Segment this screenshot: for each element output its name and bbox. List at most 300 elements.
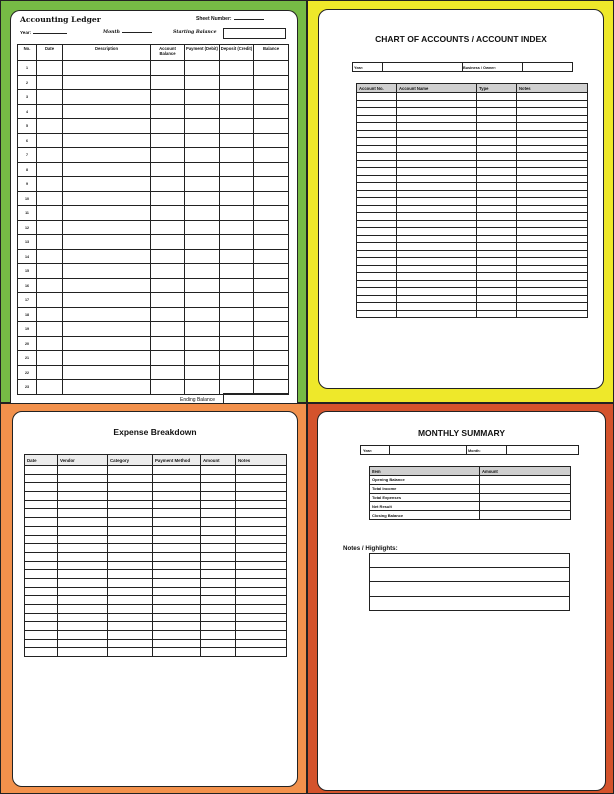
ledger-cell[interactable] [185,264,220,279]
coa-cell[interactable] [397,280,477,288]
ledger-cell[interactable] [185,278,220,293]
expense-cell[interactable] [108,605,153,614]
ledger-cell[interactable] [63,75,151,90]
coa-cell[interactable] [357,108,397,116]
expense-cell[interactable] [58,587,108,596]
expense-cell[interactable] [58,648,108,657]
expense-cell[interactable] [236,596,287,605]
expense-cell[interactable] [153,631,201,640]
expense-cell[interactable] [236,492,287,501]
ledger-cell[interactable] [254,264,289,279]
coa-cell[interactable] [357,138,397,146]
sheet-number-line[interactable] [234,19,264,20]
expense-cell[interactable] [25,474,58,483]
coa-cell[interactable] [397,198,477,206]
ledger-cell[interactable] [151,380,185,395]
expense-cell[interactable] [108,587,153,596]
coa-cell[interactable] [517,145,588,153]
coa-cell[interactable] [357,153,397,161]
expense-cell[interactable] [153,570,201,579]
coa-cell[interactable] [517,243,588,251]
coa-cell[interactable] [357,198,397,206]
ledger-cell[interactable] [220,61,254,76]
coa-cell[interactable] [477,100,517,108]
expense-cell[interactable] [153,466,201,475]
ledger-cell[interactable] [185,119,220,134]
ledger-cell[interactable] [185,307,220,322]
coa-cell[interactable] [477,183,517,191]
expense-cell[interactable] [58,561,108,570]
ledger-cell[interactable] [63,278,151,293]
coa-cell[interactable] [517,115,588,123]
expense-cell[interactable] [108,613,153,622]
coa-cell[interactable] [397,123,477,131]
expense-cell[interactable] [236,570,287,579]
ledger-cell[interactable] [220,119,254,134]
ledger-cell[interactable] [63,249,151,264]
ledger-cell[interactable] [37,249,63,264]
ledger-cell[interactable] [254,336,289,351]
coa-cell[interactable] [357,168,397,176]
ledger-cell[interactable] [63,191,151,206]
ledger-cell[interactable] [185,365,220,380]
ledger-cell[interactable] [151,206,185,221]
coa-cell[interactable] [477,310,517,318]
coa-cell[interactable] [357,130,397,138]
ledger-cell[interactable] [63,293,151,308]
expense-cell[interactable] [201,613,236,622]
ledger-cell[interactable] [63,133,151,148]
summary-amount-cell[interactable] [480,511,571,520]
ledger-cell[interactable] [151,191,185,206]
ledger-cell[interactable] [37,90,63,105]
expense-cell[interactable] [236,605,287,614]
expense-cell[interactable] [201,500,236,509]
summary-amount-cell[interactable] [480,476,571,485]
coa-cell[interactable] [357,273,397,281]
coa-cell[interactable] [477,288,517,296]
ledger-cell[interactable] [254,278,289,293]
ledger-cell[interactable] [220,104,254,119]
ledger-cell[interactable] [220,133,254,148]
coa-cell[interactable] [477,273,517,281]
coa-cell[interactable] [517,175,588,183]
month-field[interactable] [103,30,152,35]
month-line[interactable] [122,32,152,33]
expense-cell[interactable] [201,587,236,596]
ledger-cell[interactable] [185,177,220,192]
expense-cell[interactable] [108,483,153,492]
coa-cell[interactable] [397,100,477,108]
coa-cell[interactable] [357,175,397,183]
expense-cell[interactable] [25,466,58,475]
ledger-cell[interactable] [151,119,185,134]
coa-cell[interactable] [517,220,588,228]
expense-cell[interactable] [58,578,108,587]
expense-cell[interactable] [58,596,108,605]
ledger-cell[interactable] [254,380,289,395]
expense-cell[interactable] [108,492,153,501]
ledger-cell[interactable] [254,365,289,380]
coa-cell[interactable] [517,100,588,108]
expense-cell[interactable] [236,639,287,648]
year-field[interactable] [20,30,67,35]
ledger-cell[interactable] [151,249,185,264]
expense-cell[interactable] [108,544,153,553]
expense-cell[interactable] [236,552,287,561]
coa-cell[interactable] [397,273,477,281]
summary-amount-cell[interactable] [480,484,571,493]
coa-cell[interactable] [357,288,397,296]
expense-cell[interactable] [201,631,236,640]
expense-cell[interactable] [58,605,108,614]
expense-cell[interactable] [153,613,201,622]
ledger-cell[interactable] [63,177,151,192]
expense-cell[interactable] [25,500,58,509]
expense-cell[interactable] [58,518,108,527]
expense-cell[interactable] [153,509,201,518]
coa-cell[interactable] [397,160,477,168]
coa-cell[interactable] [357,93,397,101]
coa-cell[interactable] [357,160,397,168]
ledger-cell[interactable] [185,322,220,337]
ledger-cell[interactable] [37,162,63,177]
expense-cell[interactable] [153,578,201,587]
expense-cell[interactable] [25,605,58,614]
expense-cell[interactable] [201,492,236,501]
coa-cell[interactable] [397,115,477,123]
coa-cell[interactable] [477,108,517,116]
coa-cell[interactable] [357,190,397,198]
coa-cell[interactable] [397,138,477,146]
ledger-cell[interactable] [254,293,289,308]
expense-cell[interactable] [201,570,236,579]
year-line[interactable] [33,33,67,34]
ledger-cell[interactable] [151,177,185,192]
expense-cell[interactable] [108,535,153,544]
expense-cell[interactable] [236,587,287,596]
expense-cell[interactable] [153,639,201,648]
ledger-cell[interactable] [185,104,220,119]
ledger-cell[interactable] [151,365,185,380]
expense-cell[interactable] [236,509,287,518]
ledger-cell[interactable] [37,365,63,380]
expense-cell[interactable] [153,605,201,614]
ledger-cell[interactable] [254,148,289,163]
coa-business-input[interactable] [522,63,574,71]
expense-cell[interactable] [153,500,201,509]
expense-cell[interactable] [153,535,201,544]
coa-cell[interactable] [477,228,517,236]
coa-cell[interactable] [357,213,397,221]
coa-cell[interactable] [477,93,517,101]
ledger-cell[interactable] [185,336,220,351]
coa-cell[interactable] [517,123,588,131]
expense-cell[interactable] [108,639,153,648]
ledger-cell[interactable] [254,351,289,366]
expense-cell[interactable] [58,613,108,622]
summary-amount-cell[interactable] [480,493,571,502]
expense-cell[interactable] [236,526,287,535]
coa-cell[interactable] [397,265,477,273]
expense-cell[interactable] [58,544,108,553]
ledger-cell[interactable] [185,61,220,76]
expense-cell[interactable] [58,474,108,483]
expense-cell[interactable] [153,561,201,570]
summary-year-input[interactable] [389,446,466,454]
ledger-cell[interactable] [37,119,63,134]
expense-cell[interactable] [153,483,201,492]
coa-cell[interactable] [517,280,588,288]
ledger-cell[interactable] [254,206,289,221]
coa-cell[interactable] [477,168,517,176]
ledger-cell[interactable] [220,365,254,380]
expense-cell[interactable] [58,535,108,544]
coa-cell[interactable] [397,235,477,243]
coa-cell[interactable] [357,235,397,243]
expense-cell[interactable] [201,578,236,587]
coa-cell[interactable] [397,153,477,161]
ledger-cell[interactable] [63,148,151,163]
expense-cell[interactable] [58,500,108,509]
ledger-cell[interactable] [185,235,220,250]
coa-cell[interactable] [397,295,477,303]
coa-cell[interactable] [517,303,588,311]
ledger-cell[interactable] [63,162,151,177]
coa-cell[interactable] [477,145,517,153]
coa-cell[interactable] [397,250,477,258]
ledger-cell[interactable] [220,380,254,395]
expense-cell[interactable] [201,509,236,518]
coa-cell[interactable] [517,168,588,176]
ledger-cell[interactable] [185,351,220,366]
expense-cell[interactable] [108,596,153,605]
expense-cell[interactable] [236,622,287,631]
ledger-cell[interactable] [151,162,185,177]
expense-cell[interactable] [25,526,58,535]
expense-cell[interactable] [25,518,58,527]
ledger-cell[interactable] [151,264,185,279]
coa-cell[interactable] [357,250,397,258]
coa-year-input[interactable] [382,63,462,71]
ledger-cell[interactable] [220,75,254,90]
ledger-cell[interactable] [185,90,220,105]
expense-cell[interactable] [236,483,287,492]
summary-month-input[interactable] [506,446,580,454]
expense-cell[interactable] [236,578,287,587]
expense-cell[interactable] [108,561,153,570]
ledger-cell[interactable] [63,119,151,134]
coa-cell[interactable] [517,190,588,198]
coa-cell[interactable] [397,243,477,251]
coa-cell[interactable] [357,115,397,123]
notes-cell[interactable] [370,568,570,582]
coa-cell[interactable] [517,235,588,243]
expense-cell[interactable] [201,535,236,544]
expense-cell[interactable] [201,544,236,553]
ledger-cell[interactable] [37,191,63,206]
ledger-cell[interactable] [254,322,289,337]
ledger-cell[interactable] [220,148,254,163]
ledger-cell[interactable] [151,133,185,148]
ledger-cell[interactable] [151,148,185,163]
coa-cell[interactable] [357,310,397,318]
expense-cell[interactable] [58,631,108,640]
expense-cell[interactable] [236,544,287,553]
ledger-cell[interactable] [151,293,185,308]
coa-cell[interactable] [357,265,397,273]
ledger-cell[interactable] [37,235,63,250]
coa-cell[interactable] [357,145,397,153]
ledger-cell[interactable] [185,220,220,235]
expense-cell[interactable] [108,474,153,483]
coa-cell[interactable] [357,228,397,236]
expense-cell[interactable] [201,483,236,492]
ledger-cell[interactable] [63,206,151,221]
coa-cell[interactable] [477,115,517,123]
ledger-cell[interactable] [254,162,289,177]
ledger-cell[interactable] [220,351,254,366]
ledger-cell[interactable] [151,104,185,119]
coa-cell[interactable] [517,160,588,168]
ledger-cell[interactable] [185,249,220,264]
ledger-cell[interactable] [254,235,289,250]
expense-cell[interactable] [58,483,108,492]
expense-cell[interactable] [153,526,201,535]
expense-cell[interactable] [236,631,287,640]
coa-cell[interactable] [357,220,397,228]
coa-cell[interactable] [517,273,588,281]
ledger-cell[interactable] [185,206,220,221]
coa-cell[interactable] [357,258,397,266]
ledger-cell[interactable] [37,264,63,279]
expense-cell[interactable] [58,492,108,501]
ledger-cell[interactable] [185,380,220,395]
expense-cell[interactable] [153,474,201,483]
expense-cell[interactable] [153,544,201,553]
ledger-cell[interactable] [63,322,151,337]
expense-cell[interactable] [25,561,58,570]
coa-cell[interactable] [357,280,397,288]
coa-cell[interactable] [517,288,588,296]
coa-cell[interactable] [477,130,517,138]
expense-cell[interactable] [153,518,201,527]
coa-cell[interactable] [517,183,588,191]
ledger-cell[interactable] [151,235,185,250]
expense-cell[interactable] [201,605,236,614]
expense-cell[interactable] [108,518,153,527]
ledger-cell[interactable] [37,336,63,351]
expense-cell[interactable] [153,552,201,561]
expense-cell[interactable] [108,570,153,579]
ledger-cell[interactable] [185,133,220,148]
ledger-cell[interactable] [37,293,63,308]
ledger-cell[interactable] [63,90,151,105]
expense-cell[interactable] [153,492,201,501]
coa-cell[interactable] [477,295,517,303]
notes-cell[interactable] [370,582,570,596]
ledger-cell[interactable] [185,148,220,163]
expense-cell[interactable] [201,466,236,475]
ledger-cell[interactable] [37,278,63,293]
coa-cell[interactable] [517,258,588,266]
coa-cell[interactable] [397,145,477,153]
expense-cell[interactable] [236,474,287,483]
coa-cell[interactable] [477,160,517,168]
expense-cell[interactable] [25,483,58,492]
coa-cell[interactable] [477,138,517,146]
coa-cell[interactable] [397,303,477,311]
expense-cell[interactable] [25,570,58,579]
expense-cell[interactable] [236,518,287,527]
notes-cell[interactable] [370,596,570,610]
ledger-cell[interactable] [254,177,289,192]
coa-cell[interactable] [477,205,517,213]
expense-cell[interactable] [236,648,287,657]
expense-cell[interactable] [25,596,58,605]
ledger-cell[interactable] [151,61,185,76]
coa-cell[interactable] [517,205,588,213]
expense-cell[interactable] [153,622,201,631]
expense-cell[interactable] [25,578,58,587]
coa-cell[interactable] [357,183,397,191]
ledger-cell[interactable] [254,61,289,76]
ledger-cell[interactable] [151,278,185,293]
coa-cell[interactable] [477,198,517,206]
ledger-cell[interactable] [151,322,185,337]
expense-cell[interactable] [25,622,58,631]
ledger-cell[interactable] [254,220,289,235]
starting-balance-input[interactable] [223,28,286,39]
ledger-cell[interactable] [63,307,151,322]
expense-cell[interactable] [108,526,153,535]
ledger-cell[interactable] [185,162,220,177]
expense-cell[interactable] [236,500,287,509]
coa-cell[interactable] [357,243,397,251]
expense-cell[interactable] [201,561,236,570]
ledger-cell[interactable] [37,148,63,163]
coa-cell[interactable] [397,168,477,176]
expense-cell[interactable] [25,509,58,518]
expense-cell[interactable] [236,613,287,622]
expense-cell[interactable] [58,526,108,535]
ledger-cell[interactable] [37,104,63,119]
ledger-cell[interactable] [220,249,254,264]
expense-cell[interactable] [201,622,236,631]
ledger-cell[interactable] [220,278,254,293]
expense-cell[interactable] [201,474,236,483]
coa-cell[interactable] [517,265,588,273]
coa-cell[interactable] [397,183,477,191]
ledger-cell[interactable] [220,235,254,250]
ledger-cell[interactable] [254,104,289,119]
expense-cell[interactable] [108,552,153,561]
expense-cell[interactable] [153,648,201,657]
coa-cell[interactable] [397,93,477,101]
expense-cell[interactable] [236,466,287,475]
coa-cell[interactable] [357,205,397,213]
ledger-cell[interactable] [151,220,185,235]
expense-cell[interactable] [108,500,153,509]
coa-cell[interactable] [517,138,588,146]
ledger-cell[interactable] [254,133,289,148]
ledger-cell[interactable] [37,206,63,221]
ledger-cell[interactable] [220,307,254,322]
ledger-cell[interactable] [63,365,151,380]
ledger-cell[interactable] [220,336,254,351]
coa-cell[interactable] [517,93,588,101]
coa-cell[interactable] [477,123,517,131]
